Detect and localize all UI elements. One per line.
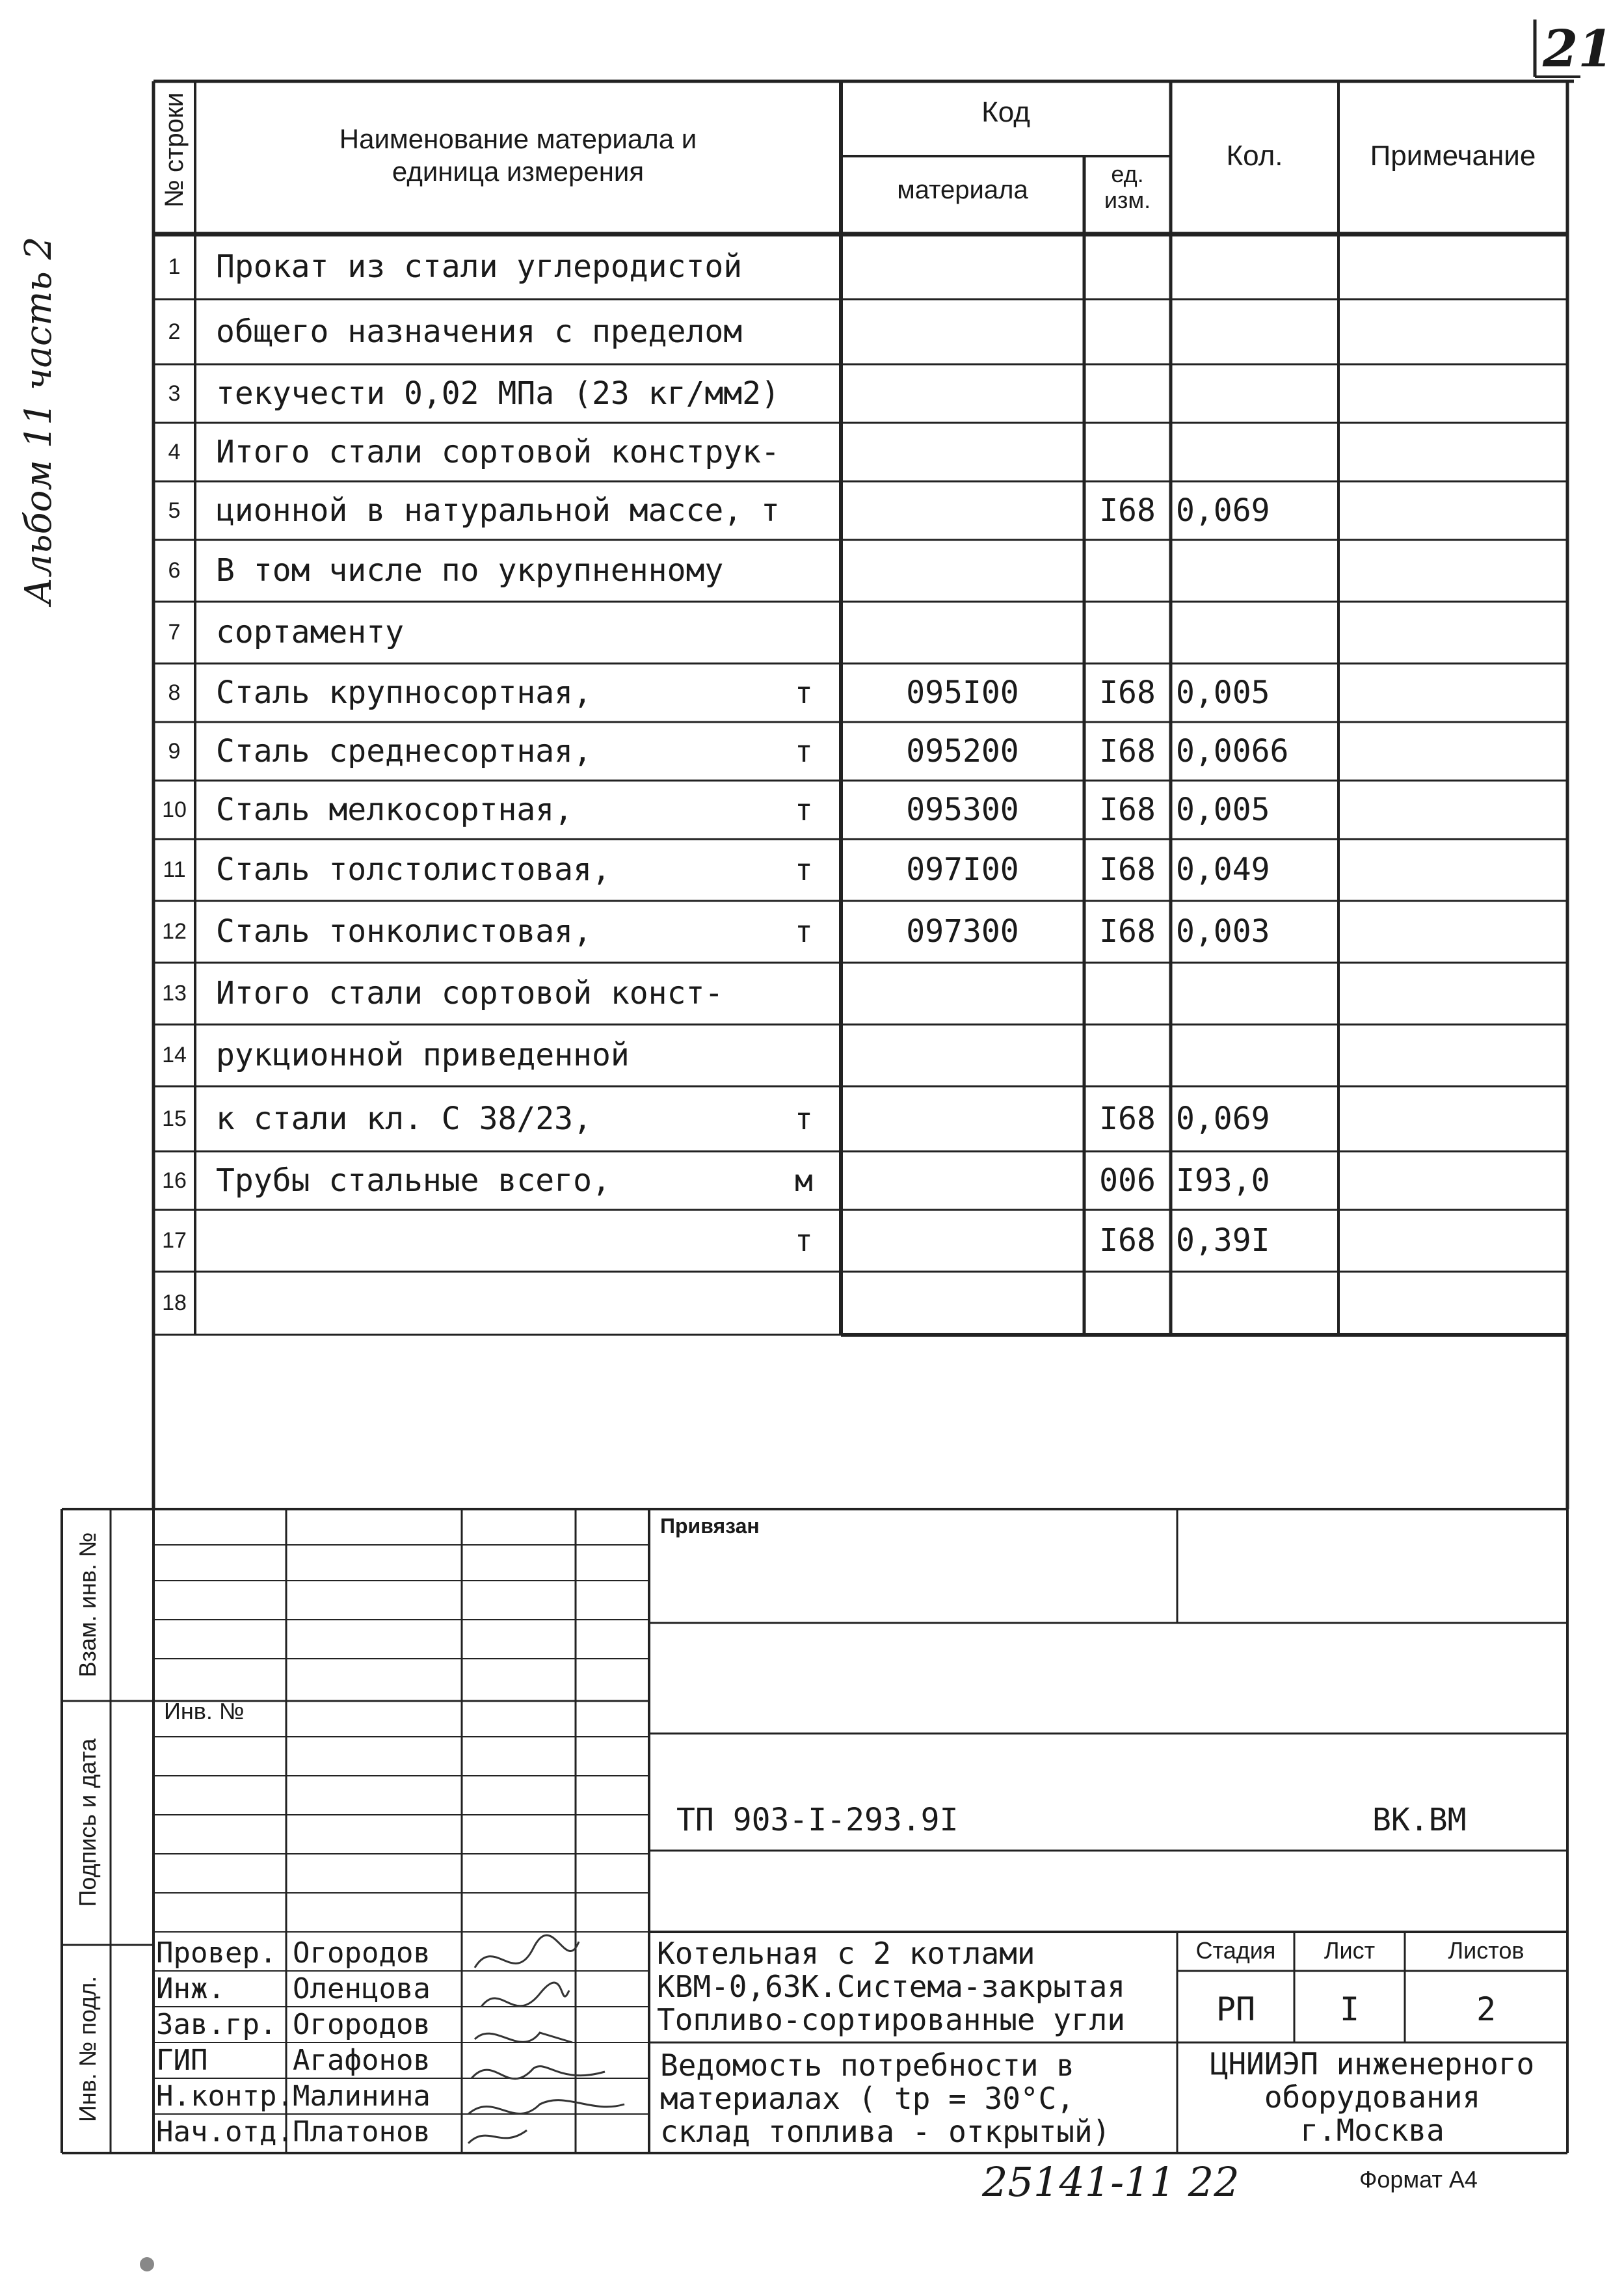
row-material-code <box>841 602 1084 663</box>
stamp-vzam-label: Взам. инв. № <box>74 1532 101 1678</box>
header-code: Код <box>981 96 1030 128</box>
header-material: материала <box>897 176 1028 204</box>
row-unit-code <box>1084 1024 1171 1086</box>
row-name: Итого стали сортовой конст- <box>216 975 724 1011</box>
row-number: 18 <box>162 1291 187 1315</box>
row-material-code <box>841 481 1084 540</box>
row-number: 8 <box>168 680 181 705</box>
row-number: 2 <box>168 319 181 344</box>
row-qty: 0,0066 <box>1176 733 1289 770</box>
row-unit-code <box>1084 364 1171 423</box>
page-number: 21 <box>1543 20 1614 79</box>
row-material-code <box>841 234 1084 299</box>
row-material-code: 097300 <box>906 913 1019 950</box>
row-material-code <box>841 1272 1084 1335</box>
row-qty: 0,39I <box>1176 1222 1270 1259</box>
header-name-line1: Наименование материала и <box>339 124 697 154</box>
header-unit <box>1084 161 1171 213</box>
row-unit-code: I68 <box>1099 492 1156 529</box>
row-number: 4 <box>168 440 181 464</box>
row-material-code <box>841 1210 1084 1272</box>
row-name: текучести 0,02 МПа (23 кг/мм2) <box>216 375 780 412</box>
row-qty: 0,049 <box>1176 851 1270 888</box>
row-unit-letter: т <box>795 734 813 769</box>
row-unit-code: I68 <box>1099 913 1156 950</box>
stamp-inv-podl-label: Инв. № подл. <box>74 1975 101 2122</box>
stamp-role: Инж. <box>156 1972 225 2005</box>
header-note: Примечание <box>1370 140 1536 172</box>
row-number: 3 <box>168 381 181 406</box>
row-unit-code: I68 <box>1099 1222 1156 1259</box>
row-material-code <box>841 364 1084 423</box>
row-qty: 0,005 <box>1176 792 1270 828</box>
stamp-title1-line2: КВМ-0,63К.Система-закрытая <box>657 1969 1126 2004</box>
row-number: 7 <box>168 620 181 645</box>
row-name: Сталь толстолистовая, <box>216 851 611 888</box>
row-unit-code: I68 <box>1099 851 1156 888</box>
row-unit-letter: т <box>795 1101 813 1136</box>
stamp-org <box>1177 2048 1567 2147</box>
stamp-sheet-label: Лист <box>1324 1937 1376 1964</box>
row-number: 9 <box>168 739 181 764</box>
stamp-title1-line1: Котельная с 2 котлами <box>657 1936 1035 1971</box>
row-name: ционной в натуральной массе, т <box>216 492 780 529</box>
row-material-code <box>841 1024 1084 1086</box>
row-name: рукционной приведенной <box>216 1037 630 1073</box>
stamp-stage-label: Стадия <box>1195 1937 1276 1964</box>
archive-number: 25141-11 22 <box>982 2158 1240 2206</box>
row-material-code: 095200 <box>906 733 1019 770</box>
stamp-person-name: Агафонов <box>293 2044 431 2077</box>
stamp-role: ГИП <box>156 2044 208 2077</box>
row-unit-letter: м <box>795 1163 813 1198</box>
stamp-inv-no: Инв. № <box>164 1698 245 1724</box>
row-unit-letter: т <box>795 675 813 710</box>
row-number: 10 <box>162 797 187 822</box>
row-number: 14 <box>162 1043 187 1067</box>
format-label: Формат А4 <box>1359 2166 1478 2193</box>
row-number: 15 <box>162 1106 187 1131</box>
row-name: Сталь крупносортная, <box>216 675 592 711</box>
row-unit-code <box>1084 540 1171 602</box>
row-unit-letter: т <box>795 914 813 949</box>
row-material-code <box>841 423 1084 481</box>
header-qty: Кол. <box>1226 140 1283 172</box>
row-unit-letter: т <box>795 852 813 887</box>
stamp-org-line1: ЦНИИЭП инженерного <box>1210 2046 1535 2082</box>
row-unit-code: 006 <box>1099 1162 1156 1199</box>
row-number: 17 <box>162 1228 187 1253</box>
row-name: Сталь тонколистовая, <box>216 913 592 950</box>
stamp-title1-line3: Топливо-сортированные угли <box>657 2002 1126 2037</box>
row-number: 16 <box>162 1168 187 1193</box>
stamp-role: Провер. <box>156 1936 277 1970</box>
stamp-title2-line3: склад топлива - открытый) <box>660 2114 1111 2149</box>
row-material-code <box>841 540 1084 602</box>
row-number: 11 <box>163 857 186 882</box>
stamp-stage: РП <box>1216 1990 1256 2028</box>
row-name: сортаменту <box>216 614 404 650</box>
row-unit-code: I68 <box>1099 792 1156 828</box>
row-unit-code: I68 <box>1099 733 1156 770</box>
stamp-sheet: I <box>1339 1990 1360 2028</box>
row-qty: 0,005 <box>1176 675 1270 711</box>
stamp-title2-line1: Ведомость потребности в <box>660 2048 1074 2083</box>
row-number: 6 <box>168 558 181 583</box>
row-material-code <box>841 1151 1084 1210</box>
scan-dot <box>140 2257 154 2271</box>
stamp-title1 <box>657 1937 1125 2037</box>
stamp-title2-line2: материалах ( tр = 30°С, <box>660 2081 1074 2116</box>
stamp-person-name: Огородов <box>293 2008 431 2041</box>
row-unit-code <box>1084 234 1171 299</box>
row-number: 1 <box>168 254 181 279</box>
row-unit-code <box>1084 299 1171 364</box>
signature-scribbles <box>455 1929 650 2150</box>
row-qty: I93,0 <box>1176 1162 1270 1199</box>
row-unit-code <box>1084 602 1171 663</box>
stamp-title2 <box>660 2049 1110 2148</box>
row-unit-code <box>1084 963 1171 1024</box>
stamp-person-name: Огородов <box>293 1936 431 1970</box>
row-material-code: 097I00 <box>906 851 1019 888</box>
stamp-podpis-label: Подпись и дата <box>74 1738 101 1907</box>
row-name: к стали кл. С 38/23, <box>216 1101 592 1137</box>
row-name: Итого стали сортовой конструк- <box>216 434 780 470</box>
stamp-privyazan: Привязан <box>660 1514 760 1538</box>
stamp-org-line3: г.Москва <box>1300 2113 1444 2148</box>
row-qty: 0,069 <box>1176 1101 1270 1137</box>
header-name-line2: единица измерения <box>392 156 645 187</box>
stamp-person-name: Оленцова <box>293 1972 431 2005</box>
row-number: 5 <box>168 498 181 523</box>
stamp-role: Н.контр. <box>156 2080 294 2113</box>
row-name: Сталь мелкосортная, <box>216 792 574 828</box>
stamp-doc-mark: ВК.ВМ <box>1372 1802 1467 1838</box>
row-unit-letter: т <box>795 792 813 827</box>
row-unit-code <box>1084 423 1171 481</box>
row-material-code <box>841 1086 1084 1151</box>
header-row-no: № строки <box>160 92 189 207</box>
row-material-code <box>841 299 1084 364</box>
stamp-org-line2: оборудования <box>1264 2080 1481 2115</box>
stamp-sheets: 2 <box>1476 1990 1497 2028</box>
album-label: Альбом 11 часть 2 <box>18 236 60 605</box>
row-name: общего назначения с пределом <box>216 314 743 350</box>
row-qty: 0,003 <box>1176 913 1270 950</box>
row-unit-code: I68 <box>1099 675 1156 711</box>
row-material-code <box>841 963 1084 1024</box>
row-unit-code <box>1084 1272 1171 1335</box>
row-name: В том числе по укрупненному <box>216 552 724 589</box>
row-unit-code: I68 <box>1099 1101 1156 1137</box>
stamp-doc-code: ТП 903-I-293.9I <box>676 1802 959 1838</box>
stamp-person-name: Платонов <box>293 2115 431 2148</box>
row-name: Трубы стальные всего, <box>216 1162 611 1199</box>
row-name: Прокат из стали углеродистой <box>216 248 743 285</box>
stamp-sheets-label: Листов <box>1448 1937 1524 1964</box>
header-unit-line2: изм. <box>1104 187 1151 213</box>
stamp-role: Нач.отд. <box>156 2115 294 2148</box>
row-number: 12 <box>162 919 187 944</box>
stamp-person-name: Малинина <box>293 2080 431 2113</box>
row-number: 13 <box>162 981 187 1006</box>
row-material-code: 095I00 <box>906 675 1019 711</box>
row-qty: 0,069 <box>1176 492 1270 529</box>
stamp-role: Зав.гр. <box>156 2008 277 2041</box>
row-material-code: 095300 <box>906 792 1019 828</box>
header-unit-line1: ед. <box>1111 161 1144 187</box>
row-unit-letter: т <box>795 1223 813 1258</box>
row-name: Сталь среднесортная, <box>216 733 592 770</box>
